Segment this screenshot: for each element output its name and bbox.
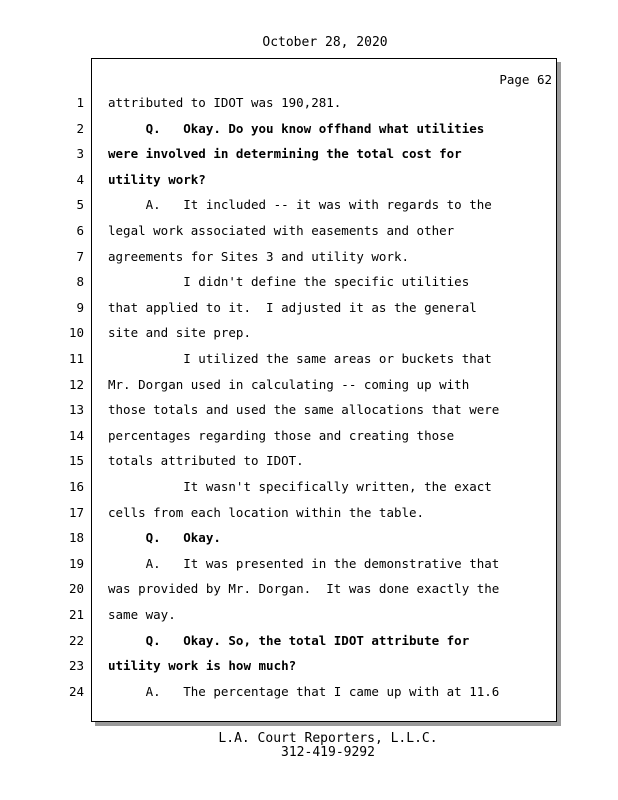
transcript-line: that applied to it. I adjusted it as the general (108, 300, 477, 315)
line-number: 22 (68, 633, 84, 648)
line-number: 4 (76, 172, 84, 187)
transcript-line: Q. Okay. Do you know offhand what utilities (108, 121, 485, 136)
line-number: 21 (68, 607, 84, 622)
page-number: Page 62 (499, 72, 552, 87)
transcript-line: those totals and used the same allocations that were (108, 402, 500, 417)
line-number: 11 (68, 351, 84, 366)
transcript-line: Mr. Dorgan used in calculating -- coming up with (108, 377, 470, 392)
header-date: October 28, 2020 (262, 35, 388, 50)
transcript-line: attributed to IDOT was 190,281. (108, 95, 342, 110)
line-number: 7 (76, 249, 84, 264)
line-number: 8 (76, 274, 84, 289)
transcript-line: agreements for Sites 3 and utility work. (108, 249, 410, 264)
line-number: 16 (68, 479, 84, 494)
transcript-line: I didn't define the specific utilities (108, 274, 470, 289)
transcript-line: totals attributed to IDOT. (108, 453, 304, 468)
transcript-line: legal work associated with easements and other (108, 223, 455, 238)
transcript-line: were involved in determining the total cost for (108, 146, 462, 161)
transcript-line: site and site prep. (108, 325, 251, 340)
transcript-line: Q. Okay. (108, 530, 221, 545)
footer-company: L.A. Court Reporters, L.L.C. (218, 731, 438, 746)
transcript-line: A. It included -- it was with regards to the (108, 197, 492, 212)
transcript-line: A. It was presented in the demonstrative that (108, 556, 500, 571)
transcript-line: was provided by Mr. Dorgan. It was done exactly the (108, 581, 500, 596)
transcript-line: utility work? (108, 172, 206, 187)
line-number: 18 (68, 530, 84, 545)
footer-phone: 312-419-9292 (281, 745, 375, 760)
transcript-line: Q. Okay. So, the total IDOT attribute for (108, 633, 470, 648)
line-number: 24 (68, 684, 84, 699)
line-number: 20 (68, 581, 84, 596)
transcript-line: utility work is how much? (108, 658, 297, 673)
transcript-line: A. The percentage that I came up with at 11.6 (108, 684, 500, 699)
transcript-line: It wasn't specifically written, the exact (108, 479, 492, 494)
line-number: 5 (76, 197, 84, 212)
line-number: 19 (68, 556, 84, 571)
line-number: 14 (68, 428, 84, 443)
transcript-line: same way. (108, 607, 176, 622)
line-number: 17 (68, 505, 84, 520)
footer (0, 732, 618, 760)
line-number: 3 (76, 146, 84, 161)
line-number: 2 (76, 121, 84, 136)
line-number: 23 (68, 658, 84, 673)
line-number: 10 (68, 325, 84, 340)
line-number: 12 (68, 377, 84, 392)
transcript-line: percentages regarding those and creating those (108, 428, 455, 443)
line-number: 9 (76, 300, 84, 315)
transcript-line: cells from each location within the table. (108, 505, 425, 520)
line-number: 6 (76, 223, 84, 238)
line-number: 1 (76, 95, 84, 110)
transcript-line: I utilized the same areas or buckets that (108, 351, 492, 366)
line-number: 15 (68, 453, 84, 468)
line-number: 13 (68, 402, 84, 417)
